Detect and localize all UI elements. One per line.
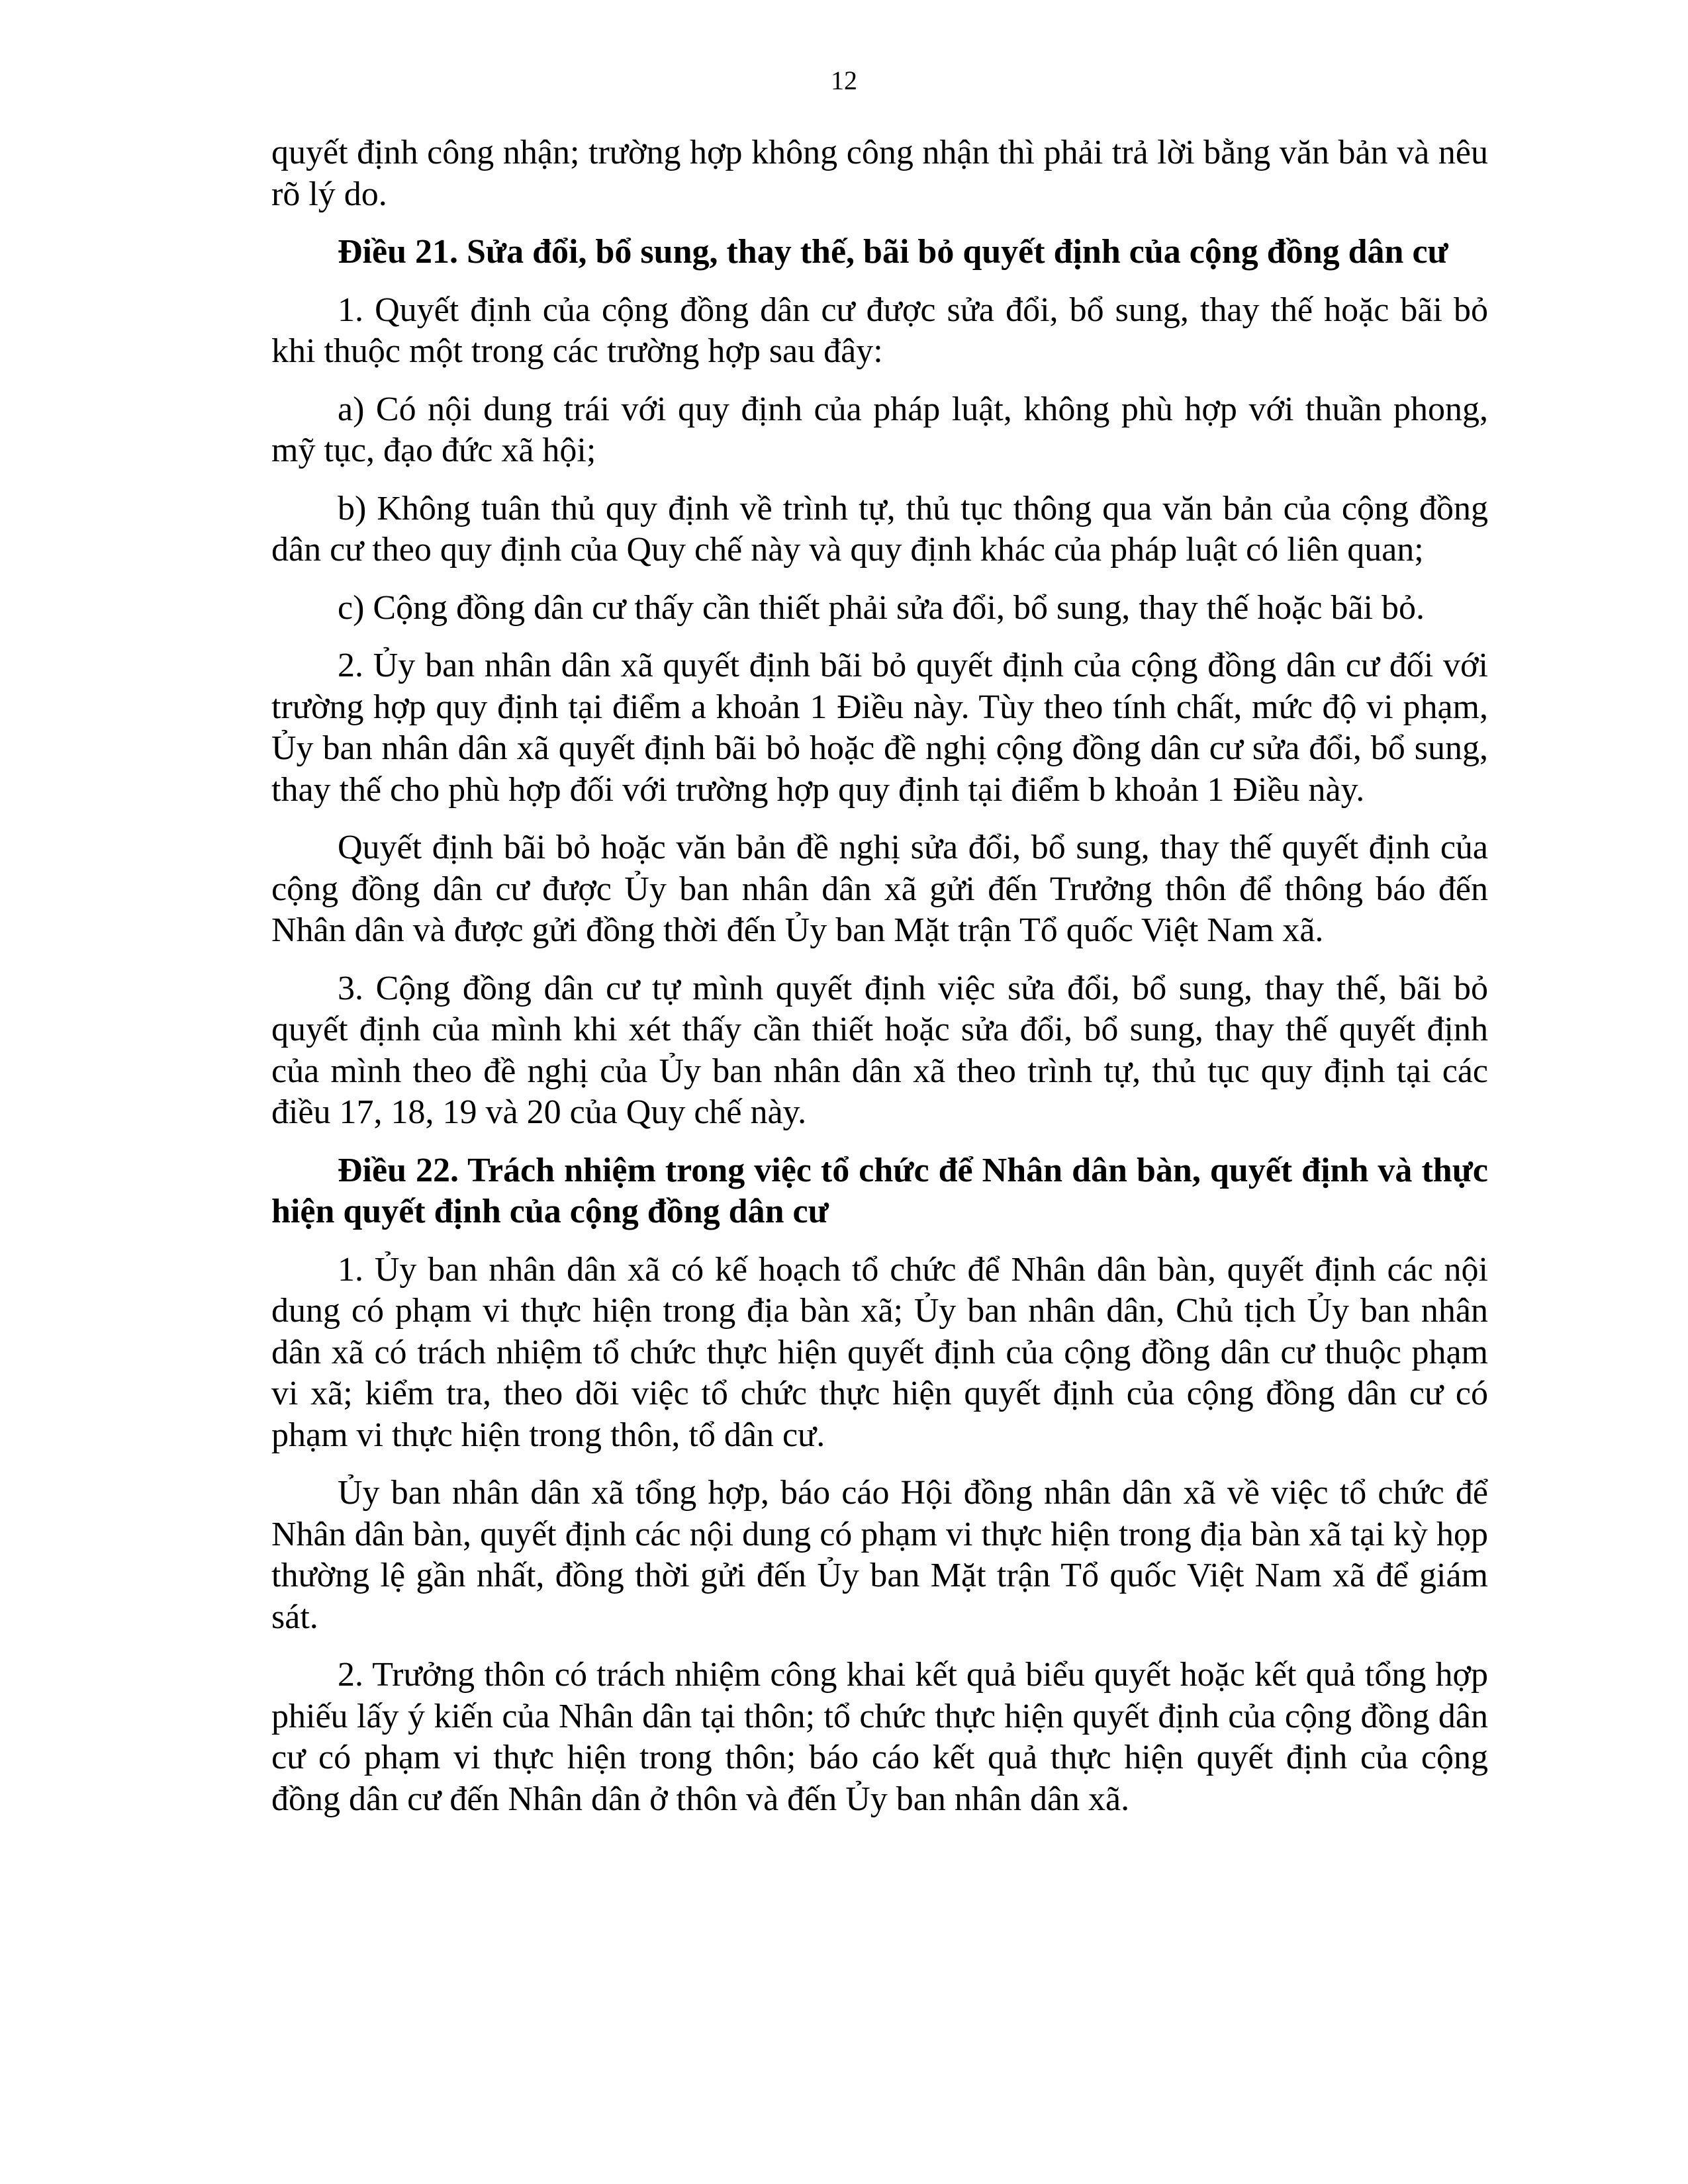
article-21-point-a: a) Có nội dung trái với quy định của pháp luật, không phù hợp với thuần phong, mỹ tục, đạo đức xã hội; — [271, 390, 1488, 469]
paragraph-continuation: quyết định công nhận; trường hợp không công nhận thì phải trả lời bằng văn bản và nêu rõ lý do. — [271, 134, 1488, 213]
article-21-point-c: c) Cộng đồng dân cư thấy cần thiết phải sửa đổi, bổ sung, thay thế hoặc bãi bỏ. — [338, 588, 1425, 627]
article-21-clause-3: 3. Cộng đồng dân cư tự mình quyết định việc sửa đổi, bổ sung, thay thế, bãi bỏ quyết định của mình khi xét thấy cần thiết hoặc sửa đổi, bổ sung, thay thế quyết định của mình theo đề nghị của Ủy ban nhân dân xã theo trình tự, thủ tục quy định tại các điều 17, 18, 19 và 20 của Quy chế này. — [271, 969, 1488, 1131]
article-22-heading: Điều 22. Trách nhiệm trong việc tổ chức để Nhân dân bàn, quyết định và thực hiện quyết định của cộng đồng dân cư — [271, 1151, 1488, 1230]
article-21-clause-1: 1. Quyết định của cộng đồng dân cư được sửa đổi, bổ sung, thay thế hoặc bãi bỏ khi thuộc một trong các trường hợp sau đây: — [271, 291, 1488, 370]
page-number: 12 — [831, 66, 857, 95]
article-22-clause-2: 2. Trưởng thôn có trách nhiệm công khai kết quả biểu quyết hoặc kết quả tổng hợp phiếu lấy ý kiến của Nhân dân tại thôn; tổ chức thực hiện quyết định của cộng đồng dân cư có phạm vi thực hiện trong thôn; báo cáo kết quả thực hiện quyết định của cộng đồng dân cư đến Nhân dân ở thôn và đến Ủy ban nhân dân xã. — [271, 1656, 1488, 1818]
article-21-point-b: b) Không tuân thủ quy định về trình tự, thủ tục thông qua văn bản của cộng đồng dân cư theo quy định của Quy chế này và quy định khác của pháp luật có liên quan; — [271, 489, 1488, 569]
article-22-clause-1-continued: Ủy ban nhân dân xã tổng hợp, báo cáo Hội đồng nhân dân xã về việc tổ chức để Nhân dân bàn, quyết định các nội dung có phạm vi thực hiện trong địa bàn xã tại kỳ họp thường lệ gần nhất, đồng thời gửi đến Ủy ban Mặt trận Tổ quốc Việt Nam xã để giám sát. — [271, 1474, 1488, 1636]
document-body — [271, 132, 1488, 1837]
article-21-clause-2-continued: Quyết định bãi bỏ hoặc văn bản đề nghị sửa đổi, bổ sung, thay thế quyết định của cộng đồng dân cư được Ủy ban nhân dân xã gửi đến Trưởng thôn để thông báo đến Nhân dân và được gửi đồng thời đến Ủy ban Mặt trận Tổ quốc Việt Nam xã. — [271, 829, 1488, 949]
article-21-clause-2: 2. Ủy ban nhân dân xã quyết định bãi bỏ quyết định của cộng đồng dân cư đối với trường hợp quy định tại điểm a khoản 1 Điều này. Tùy theo tính chất, mức độ vi phạm, Ủy ban nhân dân xã quyết định bãi bỏ hoặc đề nghị cộng đồng dân cư sửa đổi, bổ sung, thay thế cho phù hợp đối với trường hợp quy định tại điểm b khoản 1 Điều này. — [271, 647, 1488, 809]
article-22-clause-1: 1. Ủy ban nhân dân xã có kế hoạch tổ chức để Nhân dân bàn, quyết định các nội dung có phạm vi thực hiện trong địa bàn xã; Ủy ban nhân dân, Chủ tịch Ủy ban nhân dân xã có trách nhiệm tổ chức thực hiện quyết định của cộng đồng dân cư thuộc phạm vi xã; kiểm tra, theo dõi việc tổ chức thực hiện quyết định của cộng đồng dân cư có phạm vi thực hiện trong thôn, tổ dân cư. — [271, 1250, 1488, 1454]
article-21-heading: Điều 21. Sửa đổi, bổ sung, thay thế, bãi bỏ quyết định của cộng đồng dân cư — [338, 233, 1448, 271]
